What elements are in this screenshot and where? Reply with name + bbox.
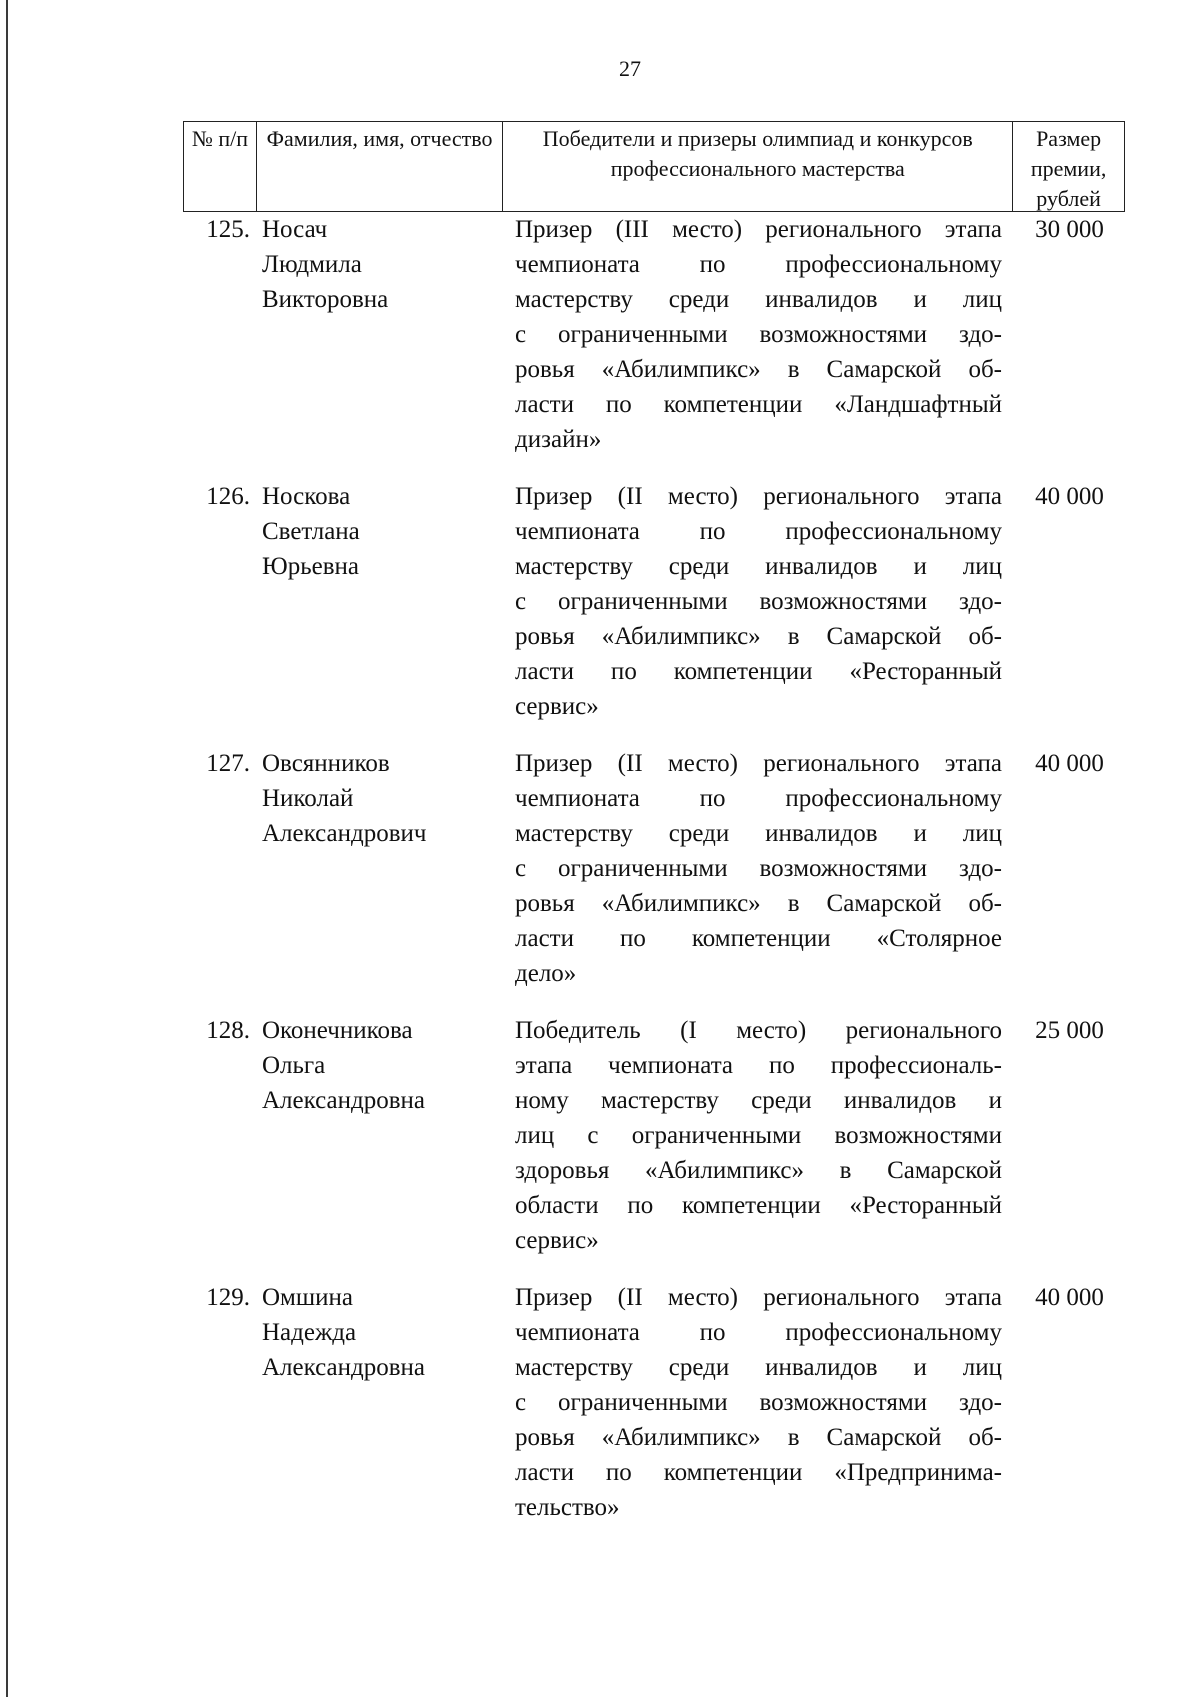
achievement-line: дизайн» xyxy=(515,426,602,453)
achievement-line: ровья «Абилимпикс» в Самарской об- xyxy=(515,623,1002,650)
entry-surname: Овсянников xyxy=(262,750,390,777)
achievement-line: мастерству среди инвалидов и лиц xyxy=(515,820,1002,847)
entry-surname: Омшина xyxy=(262,1284,353,1311)
entry-number: 125. xyxy=(206,216,250,243)
entry-achievement xyxy=(503,746,1014,991)
achievement-line: здоровья «Абилимпикс» в Самарской xyxy=(515,1157,1002,1184)
entry-number: 129. xyxy=(206,1284,250,1311)
entry-patronymic: Александровна xyxy=(262,1354,426,1381)
achievement-line: чемпионата по профессиональному xyxy=(515,785,1002,812)
achievement-line: с ограниченными возможностями здо- xyxy=(515,588,1002,615)
entry-first-name: Ольга xyxy=(262,1052,326,1079)
achievement-line: чемпионата по профессиональному xyxy=(515,518,1002,545)
header-achievement: Победители и призеры олимпиад и конкурсов профессионального мастерства xyxy=(503,122,1013,211)
page-number: 27 xyxy=(619,56,641,81)
achievement-line: Призер (II место) регионального этапа xyxy=(515,483,1002,510)
entry-prize: 40 000 xyxy=(1035,483,1104,510)
achievement-line: ласти по компетенции «Предпринима- xyxy=(515,1459,1002,1486)
entry-full-name xyxy=(256,1013,503,1258)
achievement-line: ласти по компетенции «Столярное xyxy=(515,925,1002,952)
entry-full-name xyxy=(256,479,503,724)
achievement-line: области по компетенции «Ресторанный xyxy=(515,1192,1002,1219)
achievement-line: ному мастерству среди инвалидов и xyxy=(515,1087,1002,1114)
achievement-line: мастерству среди инвалидов и лиц xyxy=(515,553,1002,580)
achievement-line: Призер (II место) регионального этапа xyxy=(515,750,1002,777)
header-prize-amount: Размер премии, рублей xyxy=(1030,126,1107,211)
achievement-line: тельство» xyxy=(515,1494,620,1521)
achievement-line: ровья «Абилимпикс» в Самарской об- xyxy=(515,1424,1002,1451)
table-header xyxy=(183,121,1125,212)
table-row xyxy=(183,746,1125,991)
entry-patronymic: Александрович xyxy=(262,820,427,847)
table-row xyxy=(183,1280,1125,1525)
achievement-line: мастерству среди инвалидов и лиц xyxy=(515,286,1002,313)
achievement-line: чемпионата по профессиональному xyxy=(515,1319,1002,1346)
achievement-line: сервис» xyxy=(515,1227,599,1254)
achievement-line: Призер (III место) регионального этапа xyxy=(515,216,1002,243)
entry-first-name: Надежда xyxy=(262,1319,357,1346)
entry-achievement xyxy=(503,479,1014,724)
entry-number: 127. xyxy=(206,750,250,777)
achievement-line: этапа чемпионата по профессиональ- xyxy=(515,1052,1002,1079)
entry-surname: Оконечникова xyxy=(262,1017,413,1044)
table-row xyxy=(183,212,1125,457)
entry-surname: Носач xyxy=(262,216,328,243)
entry-prize: 40 000 xyxy=(1035,750,1104,777)
entry-full-name xyxy=(256,1280,503,1525)
achievement-line: лиц с ограниченными возможностями xyxy=(515,1122,1002,1149)
entry-prize: 30 000 xyxy=(1035,216,1104,243)
achievement-line: дело» xyxy=(515,960,577,987)
achievement-line: Призер (II место) регионального этапа xyxy=(515,1284,1002,1311)
achievement-line: сервис» xyxy=(515,693,599,720)
entries-list xyxy=(183,212,1125,1547)
entry-achievement xyxy=(503,1013,1014,1258)
achievement-line: с ограниченными возможностями здо- xyxy=(515,321,1002,348)
achievement-line: Победитель (I место) регионального xyxy=(515,1017,1002,1044)
entry-first-name: Людмила xyxy=(262,251,362,278)
entry-patronymic: Александровна xyxy=(262,1087,426,1114)
achievement-line: ласти по компетенции «Ландшафтный xyxy=(515,391,1002,418)
entry-surname: Носкова xyxy=(262,483,351,510)
entry-first-name: Светлана xyxy=(262,518,360,545)
entry-achievement xyxy=(503,1280,1014,1525)
entry-number: 126. xyxy=(206,483,250,510)
achievement-line: мастерству среди инвалидов и лиц xyxy=(515,1354,1002,1381)
entry-prize: 40 000 xyxy=(1035,1284,1104,1311)
scan-edge-line xyxy=(6,0,8,1697)
achievement-line: ласти по компетенции «Ресторанный xyxy=(515,658,1002,685)
achievement-line: с ограниченными возможностями здо- xyxy=(515,855,1002,882)
achievement-line: ровья «Абилимпикс» в Самарской об- xyxy=(515,890,1002,917)
entry-first-name: Николай xyxy=(262,785,354,812)
entry-number: 128. xyxy=(206,1017,250,1044)
achievement-line: чемпионата по профессиональному xyxy=(515,251,1002,278)
table-row xyxy=(183,479,1125,724)
entry-patronymic: Викторовна xyxy=(262,286,389,313)
entry-achievement xyxy=(503,212,1014,457)
entry-prize: 25 000 xyxy=(1035,1017,1104,1044)
header-number: № п/п xyxy=(184,122,257,211)
achievement-line: ровья «Абилимпикс» в Самарской об- xyxy=(515,356,1002,383)
entry-patronymic: Юрьевна xyxy=(262,553,359,580)
achievement-line: с ограниченными возможностями здо- xyxy=(515,1389,1002,1416)
entry-full-name xyxy=(256,746,503,991)
entry-full-name xyxy=(256,212,503,457)
header-full-name: Фамилия, имя, отчество xyxy=(257,122,503,211)
table-row xyxy=(183,1013,1125,1258)
